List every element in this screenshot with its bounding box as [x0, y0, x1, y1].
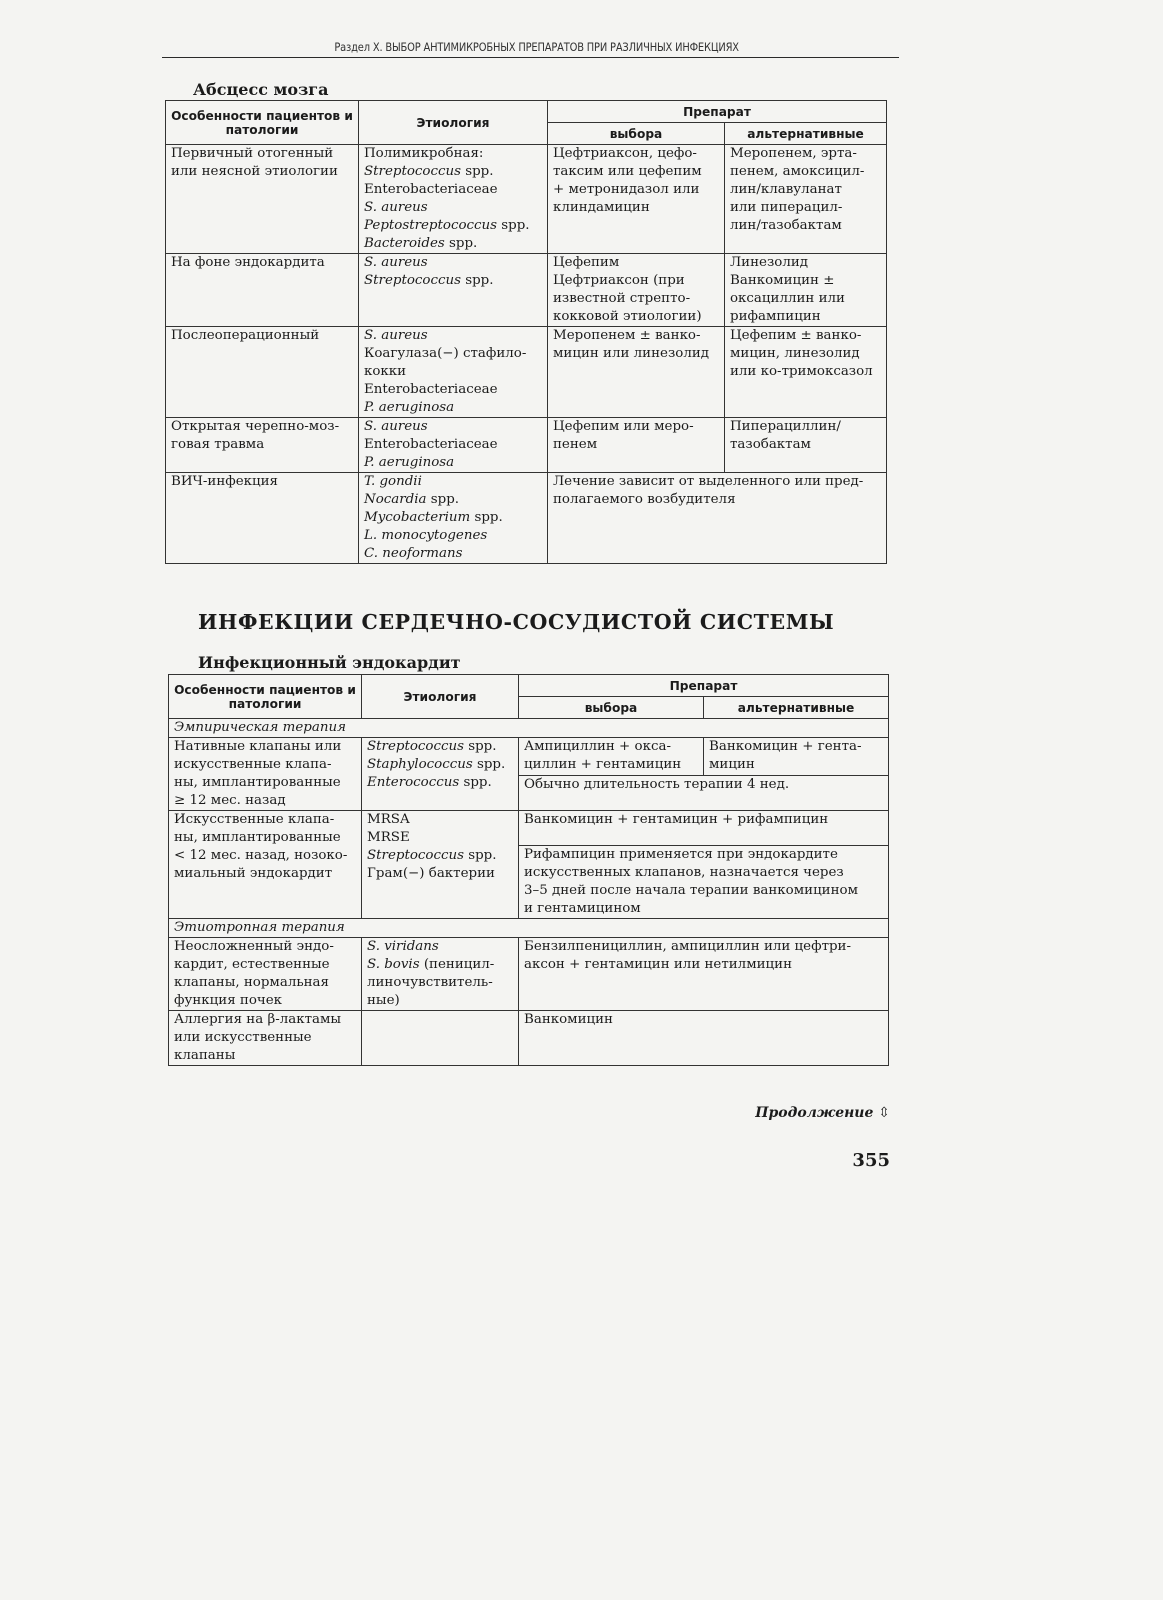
organism: [364, 363, 542, 381]
text-line: клиндамицин: [553, 200, 650, 215]
organism: [364, 235, 542, 253]
organism: [367, 992, 513, 1010]
organism-suffix: spp.: [472, 757, 506, 772]
alternative-drug-cell: [725, 145, 887, 254]
organism: [364, 454, 542, 472]
table-row: [166, 254, 887, 327]
organism-name: Грам(−) бактерии: [367, 866, 495, 881]
table-row: [169, 1011, 889, 1066]
features-cell: [169, 811, 362, 919]
text-line: кардит, естественные: [174, 957, 330, 972]
etiology-cell: [362, 938, 519, 1011]
text-line: Цефепим ± ванко-: [730, 328, 862, 343]
organism-suffix: spp.: [497, 218, 530, 233]
endocarditis-table: [168, 674, 889, 1066]
organism: [367, 956, 513, 974]
features-cell: [166, 418, 359, 473]
etiology-cell: [359, 327, 548, 418]
col-header-etiology: Этиология: [362, 675, 519, 719]
organism: [367, 756, 513, 774]
alternative-drug-cell: [725, 327, 887, 418]
text-line: тазобактам: [730, 437, 811, 452]
organism-name: S. viridans: [367, 939, 439, 954]
text-line: мицин: [709, 757, 755, 772]
features-cell: [169, 938, 362, 1011]
organism-name: Enterobacteriaceae: [364, 182, 498, 197]
section-row-empiric: [169, 719, 889, 738]
organism-name: Streptococcus: [364, 273, 461, 288]
organism-name: MRSE: [367, 830, 410, 845]
text-line: ≥ 12 мес. назад: [174, 793, 286, 808]
col-header-features: Особенности пациентов и патологии: [169, 675, 362, 719]
organism: [364, 527, 542, 545]
endocarditis-title: Инфекционный эндокардит: [198, 653, 461, 672]
text-line: Ванкомицин ±: [730, 273, 835, 288]
text-line: миальный эндокардит: [174, 866, 333, 881]
features-cell: [166, 327, 359, 418]
text-line: Бензилпенициллин, ампициллин или цефтри-: [524, 939, 851, 954]
text-line: функция почек: [174, 993, 283, 1008]
features-cell: [169, 1011, 362, 1066]
col-header-drug: Препарат: [548, 101, 887, 123]
organism: [364, 181, 542, 199]
organism-name: T. gondii: [364, 474, 422, 489]
table-row: [169, 738, 889, 776]
organism-suffix: (пеницил-: [419, 957, 495, 972]
drug-cell: [548, 473, 887, 564]
text-line: ны, имплантированные: [174, 830, 341, 845]
text-line: говая травма: [171, 437, 265, 452]
organism-name: Enterobacteriaceae: [364, 382, 498, 397]
table-row: [169, 811, 889, 846]
etiology-cell: [362, 811, 519, 919]
organism: [364, 381, 542, 399]
etiology-cell: [362, 738, 519, 811]
text-line: или неясной этиологии: [171, 164, 338, 179]
organism: [364, 545, 542, 563]
text-line: Послеоперационный: [171, 328, 320, 343]
organism: [364, 473, 542, 491]
organism: [364, 399, 542, 417]
text-line: циллин + гентамицин: [524, 757, 682, 772]
organism-name: Enterobacteriaceae: [364, 437, 498, 452]
organism-name: кокки: [364, 364, 407, 379]
etiology-cell: [359, 145, 548, 254]
text-line: Неосложненный эндо-: [174, 939, 334, 954]
continuation-label: Продолжение ⇳: [755, 1105, 890, 1121]
note-cell: [519, 846, 889, 919]
organism: [364, 272, 542, 290]
organism-suffix: spp.: [460, 164, 494, 179]
organism: [367, 938, 513, 956]
organism: [364, 345, 542, 363]
etiology-cell: [359, 473, 548, 564]
text-line: Цефепим: [553, 255, 620, 270]
col-header-alternative: альтернативные: [704, 697, 889, 719]
alternative-drug-cell: [725, 418, 887, 473]
text-line: известной стрепто-: [553, 291, 691, 306]
organism: [364, 491, 542, 509]
etiotropic-therapy-label: Этиотропная терапия: [169, 919, 889, 938]
text-line: клапаны, нормальная: [174, 975, 329, 990]
features-cell: [166, 145, 359, 254]
text-line: < 12 мес. назад, нозоко-: [174, 848, 348, 863]
organism-name: Полимикробная:: [364, 146, 484, 161]
organism: [367, 847, 513, 865]
text-line: 3–5 дней после начала терапии ванкомицином: [524, 883, 859, 898]
drug-cell: [519, 938, 889, 1011]
text-line: мицин или линезолид: [553, 346, 709, 361]
running-header: Раздел X. ВЫБОР АНТИМИКРОБНЫХ ПРЕПАРАТОВ ПРИ РАЗЛИЧНЫХ ИНФЕКЦИЯХ: [334, 40, 739, 54]
organism-suffix: spp.: [459, 775, 492, 790]
text-line: полагаемого возбудителя: [553, 492, 736, 507]
organism-name: S. aureus: [364, 200, 428, 215]
choice-drug-cell: [548, 327, 725, 418]
organism-suffix: spp.: [463, 739, 497, 754]
organism-name: Staphylococcus: [367, 757, 473, 772]
choice-drug-cell: [548, 145, 725, 254]
text-line: и гентамицином: [524, 901, 641, 916]
text-line: пенем, амоксицил-: [730, 164, 865, 179]
table-row: [166, 145, 887, 254]
text-line: Открытая черепно-моз-: [171, 419, 340, 434]
organism: [367, 865, 513, 883]
text-line: аксон + гентамицин или нетилмицин: [524, 957, 792, 972]
organism-name: Mycobacterium: [364, 510, 471, 525]
text-line: пенем: [553, 437, 598, 452]
organism: [364, 199, 542, 217]
organism-name: Peptostreptococcus: [364, 218, 497, 233]
organism-name: P. aeruginosa: [364, 455, 455, 470]
text-line: Аллергия на β-лактамы: [174, 1012, 342, 1027]
organism-name: Enterococcus: [367, 775, 460, 790]
text-line: или искусственные: [174, 1030, 312, 1045]
etiology-cell: [359, 254, 548, 327]
text-line: Искусственные клапа-: [174, 812, 335, 827]
text-line: оксациллин или: [730, 291, 845, 306]
organism-name: Streptococcus: [367, 848, 464, 863]
drug-cell: Ванкомицин + гентамицин + рифампицин: [519, 811, 889, 846]
organism: [364, 327, 542, 345]
organism-name: Bacteroides: [364, 236, 445, 251]
empiric-therapy-label: Эмпирическая терапия: [169, 719, 889, 738]
organism: [367, 774, 513, 792]
organism-name: Streptococcus: [364, 164, 461, 179]
text-line: или ко-тримоксазол: [730, 364, 873, 379]
text-line: ны, имплантированные: [174, 775, 341, 790]
text-line: Лечение зависит от выделенного или пред-: [553, 474, 864, 489]
organism-name: L. monocytogenes: [364, 528, 488, 543]
organism: [367, 829, 513, 847]
organism-suffix: spp.: [444, 236, 478, 251]
header-rule: [162, 57, 899, 58]
organism-name: P. aeruginosa: [364, 400, 455, 415]
page-number: 355: [852, 1150, 890, 1171]
text-line: Пиперациллин/: [730, 419, 841, 434]
text-line: Меропенем, эрта-: [730, 146, 857, 161]
text-line: Линезолид: [730, 255, 808, 270]
text-line: рифампицин: [730, 309, 821, 324]
organism: [364, 217, 542, 235]
text-line: ВИЧ-инфекция: [171, 474, 279, 489]
organism: [367, 811, 513, 829]
table-row: [166, 418, 887, 473]
drug-cell: Ванкомицин: [519, 1011, 889, 1066]
note-cell: Обычно длительность терапии 4 нед.: [519, 776, 889, 811]
text-line: Нативные клапаны или: [174, 739, 342, 754]
text-line: мицин, линезолид: [730, 346, 860, 361]
organism-suffix: spp.: [426, 492, 460, 507]
organism: [364, 163, 542, 181]
col-header-choice: выбора: [519, 697, 704, 719]
organism: [367, 974, 513, 992]
text-line: искусственные клапа-: [174, 757, 332, 772]
organism: [364, 436, 542, 454]
organism-name: Nocardia: [364, 492, 427, 507]
text-line: клапаны: [174, 1048, 236, 1063]
section-row-etiotropic: [169, 919, 889, 938]
col-header-choice: выбора: [548, 123, 725, 145]
organism: [364, 254, 542, 272]
organism-name: S. aureus: [364, 255, 428, 270]
features-cell: [166, 473, 359, 564]
col-header-etiology: Этиология: [359, 101, 548, 145]
text-line: Цефтриаксон (при: [553, 273, 685, 288]
abscess-title: Абсцесс мозга: [193, 80, 329, 99]
organism: [367, 738, 513, 756]
text-line: таксим или цефепим: [553, 164, 702, 179]
etiology-cell: [359, 418, 548, 473]
table-row: [166, 473, 887, 564]
col-header-alternative: альтернативные: [725, 123, 887, 145]
organism-name: S. bovis: [367, 957, 420, 972]
organism-name: C. neoformans: [364, 546, 463, 561]
alternative-drug-cell: [725, 254, 887, 327]
text-line: искусственных клапанов, назначается через: [524, 865, 844, 880]
organism: [364, 418, 542, 436]
text-line: Ванкомицин + гента-: [709, 739, 862, 754]
organism-suffix: spp.: [470, 510, 503, 525]
organism-name: Streptococcus: [367, 739, 464, 754]
text-line: Рифампицин применяется при эндокардите: [524, 847, 838, 862]
text-line: кокковой этиологии): [553, 309, 702, 324]
text-line: Ампициллин + окса-: [524, 739, 671, 754]
abscess-table: [165, 100, 887, 564]
section-title: ИНФЕКЦИИ СЕРДЕЧНО-СОСУДИСТОЙ СИСТЕМЫ: [198, 610, 835, 634]
etiology-cell: [362, 1011, 519, 1066]
text-line: Меропенем ± ванко-: [553, 328, 701, 343]
text-line: лин/клавуланат: [730, 182, 842, 197]
organism-suffix: spp.: [460, 273, 494, 288]
alternative-drug-cell: [704, 738, 889, 776]
organism-name: S. aureus: [364, 328, 428, 343]
organism: [364, 145, 542, 163]
organism-suffix: spp.: [463, 848, 497, 863]
features-cell: [169, 738, 362, 811]
text-line: + метронидазол или: [553, 182, 700, 197]
text-line: Цефепим или меро-: [553, 419, 694, 434]
organism-name: линочувствитель-: [367, 975, 493, 990]
text-line: лин/тазобактам: [730, 218, 842, 233]
organism: [364, 509, 542, 527]
choice-drug-cell: [519, 738, 704, 776]
organism-name: Коагулаза(−) стафило-: [364, 346, 527, 361]
choice-drug-cell: [548, 254, 725, 327]
choice-drug-cell: [548, 418, 725, 473]
organism-name: MRSA: [367, 812, 410, 827]
organism-name: S. aureus: [364, 419, 428, 434]
text-line: Первичный отогенный: [171, 146, 334, 161]
text-line: На фоне эндокардита: [171, 255, 325, 270]
features-cell: [166, 254, 359, 327]
text-line: или пиперацил-: [730, 200, 843, 215]
col-header-features: Особенности пациентов и патологии: [166, 101, 359, 145]
text-line: Цефтриаксон, цефо-: [553, 146, 697, 161]
table-row: [169, 938, 889, 1011]
col-header-drug: Препарат: [519, 675, 889, 697]
table-row: [166, 327, 887, 418]
organism-name: ные): [367, 993, 400, 1008]
